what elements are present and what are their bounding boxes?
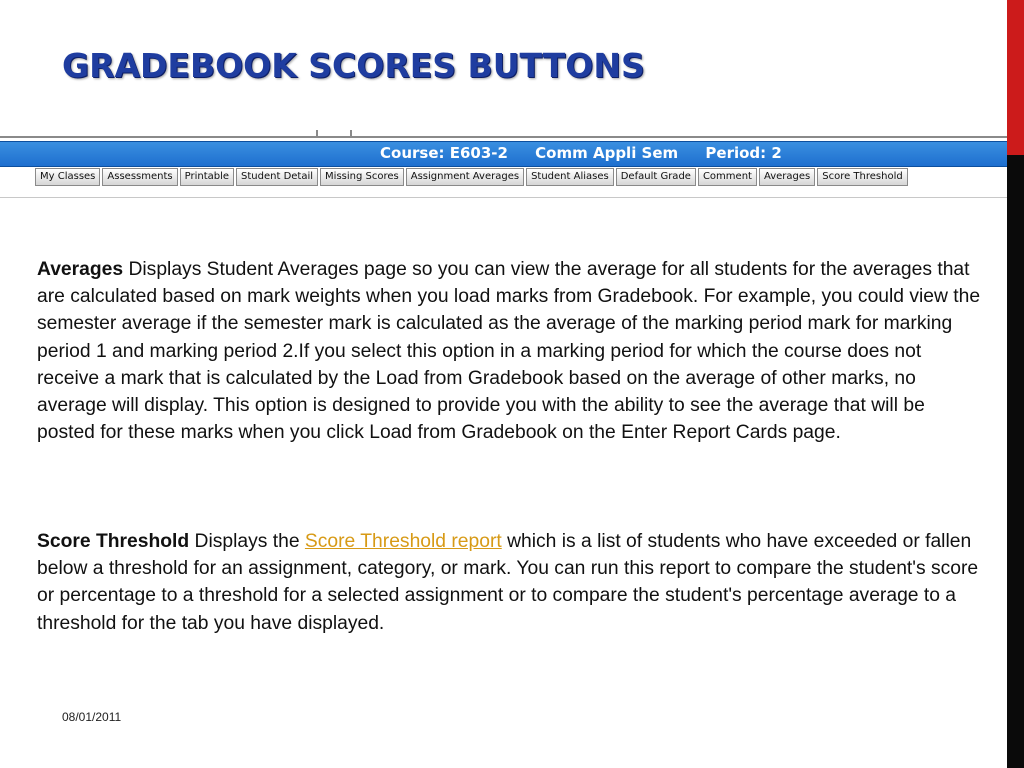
averages-paragraph xyxy=(37,256,982,446)
screenshot-tick xyxy=(316,130,318,136)
screenshot-bottom-border xyxy=(0,197,1007,198)
footer-date: 08/01/2011 xyxy=(62,710,122,724)
score-threshold-button[interactable]: Score Threshold xyxy=(817,168,907,186)
my-classes-button[interactable]: My Classes xyxy=(35,168,100,186)
score-threshold-intro: Displays the xyxy=(194,531,300,552)
score-threshold-term: Score Threshold xyxy=(37,531,190,552)
default-grade-button[interactable]: Default Grade xyxy=(616,168,696,186)
averages-button[interactable]: Averages xyxy=(759,168,815,186)
score-threshold-report-link[interactable]: Score Threshold report xyxy=(304,531,502,552)
screenshot-tick xyxy=(350,130,352,136)
slide-title: GRADEBOOK SCORES BUTTONS xyxy=(62,46,645,85)
printable-button[interactable]: Printable xyxy=(180,168,234,186)
averages-term: Averages xyxy=(37,259,124,280)
screenshot-top-border xyxy=(0,136,1007,138)
course-info xyxy=(380,144,804,162)
averages-description: Displays Student Averages page so you can view the average for all students for the averages that are calculated based on mark weights when you load marks from Gradebook. For example, you could view the semester average if the semester mark is calculated as the average of the marking period mark for marking period 1 and marking period 2.If you select this option in a marking period for which the course does not receive a mark that is calculated by the Load from Gradebook based on the average of other marks, no average will display. This option is designed to provide you with the ability to see the average that will be posted for these marks when you click Load from Gradebook on the Enter Report Cards page. xyxy=(37,259,981,444)
gradebook-screenshot xyxy=(0,130,1007,200)
edge-accent-black xyxy=(1007,155,1024,768)
score-threshold-description: which is a list of students who have exceeded or fallen below a threshold for an assignment, category, or mark. You can run this report to compare the student's score or percentage to a threshold for a selected assignment or to compare the student's percentage average to a threshold for the tab you have displayed. xyxy=(37,531,979,634)
score-threshold-paragraph xyxy=(37,528,982,637)
missing-scores-button[interactable]: Missing Scores xyxy=(320,168,404,186)
student-aliases-button[interactable]: Student Aliases xyxy=(526,168,614,186)
student-detail-button[interactable]: Student Detail xyxy=(236,168,318,186)
course-name: Comm Appli Sem xyxy=(535,144,679,162)
course-code: Course: E603-2 xyxy=(380,144,508,162)
assessments-button[interactable]: Assessments xyxy=(102,168,177,186)
course-period: Period: 2 xyxy=(705,144,782,162)
comment-button[interactable]: Comment xyxy=(698,168,757,186)
gradebook-button-row xyxy=(35,168,910,188)
assignment-averages-button[interactable]: Assignment Averages xyxy=(406,168,524,186)
edge-accent-red xyxy=(1007,0,1024,155)
course-info-bar xyxy=(0,141,1007,167)
